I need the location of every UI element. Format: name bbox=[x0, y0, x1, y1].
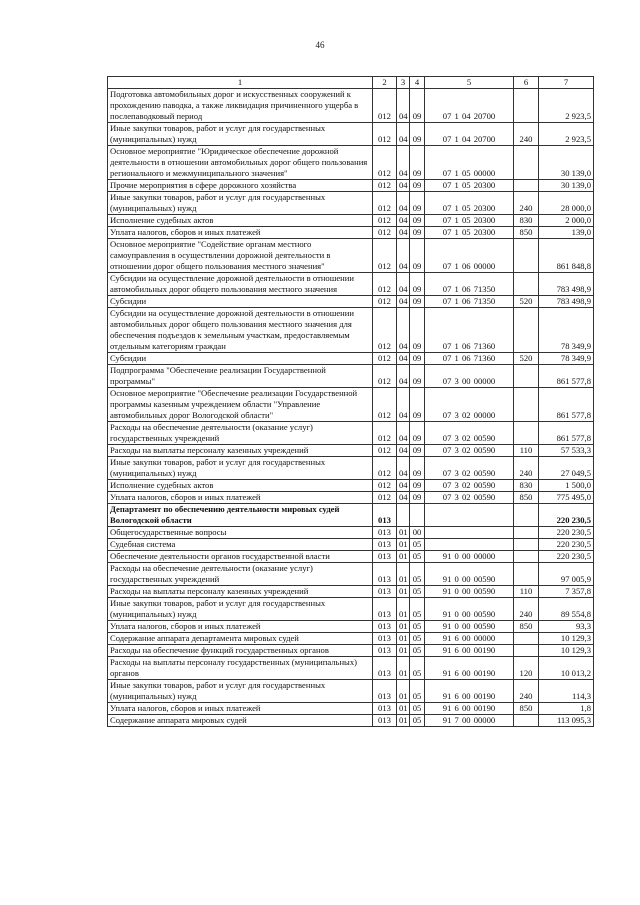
cell-target-code: 07 1 04 20700 bbox=[425, 123, 514, 146]
cell-section: 04 bbox=[397, 239, 410, 273]
cell-subsection: 09 bbox=[410, 180, 425, 192]
cell-amount: 78 349,9 bbox=[539, 308, 594, 353]
column-header-subsection: 4 bbox=[410, 77, 425, 89]
cell-subsection: 05 bbox=[410, 586, 425, 598]
cell-subsection: 05 bbox=[410, 621, 425, 633]
cell-admin-code: 012 bbox=[373, 480, 397, 492]
cell-amount: 78 349,9 bbox=[539, 353, 594, 365]
cell-expense-type bbox=[514, 504, 539, 527]
cell-admin-code: 012 bbox=[373, 89, 397, 123]
table-row bbox=[108, 215, 594, 227]
cell-name: Расходы на обеспечение функций государственных органов bbox=[108, 645, 373, 657]
table-row bbox=[108, 680, 594, 703]
cell-section: 01 bbox=[397, 645, 410, 657]
table-row bbox=[108, 527, 594, 539]
cell-admin-code: 013 bbox=[373, 633, 397, 645]
cell-amount: 861 577,8 bbox=[539, 365, 594, 388]
table-row bbox=[108, 445, 594, 457]
table-row bbox=[108, 504, 594, 527]
table-row bbox=[108, 598, 594, 621]
cell-name: Расходы на обеспечение деятельности (оказание услуг) государственных учреждений bbox=[108, 563, 373, 586]
cell-amount: 93,3 bbox=[539, 621, 594, 633]
cell-name: Содержание аппарата департамента мировых судей bbox=[108, 633, 373, 645]
cell-subsection: 05 bbox=[410, 715, 425, 727]
cell-amount: 220 230,5 bbox=[539, 551, 594, 563]
cell-section: 04 bbox=[397, 192, 410, 215]
cell-expense-type bbox=[514, 388, 539, 422]
cell-expense-type bbox=[514, 180, 539, 192]
cell-admin-code: 013 bbox=[373, 703, 397, 715]
table-row bbox=[108, 365, 594, 388]
cell-subsection: 05 bbox=[410, 598, 425, 621]
cell-subsection: 09 bbox=[410, 146, 425, 180]
table-row bbox=[108, 457, 594, 480]
table-row bbox=[108, 422, 594, 445]
cell-name: Обеспечение деятельности органов государственной власти bbox=[108, 551, 373, 563]
cell-section: 04 bbox=[397, 422, 410, 445]
cell-admin-code: 012 bbox=[373, 215, 397, 227]
cell-subsection: 05 bbox=[410, 633, 425, 645]
cell-section: 04 bbox=[397, 445, 410, 457]
cell-name: Содержание аппарата мировых судей bbox=[108, 715, 373, 727]
cell-target-code: 07 1 06 00000 bbox=[425, 239, 514, 273]
cell-admin-code: 012 bbox=[373, 445, 397, 457]
cell-section: 01 bbox=[397, 527, 410, 539]
cell-name: Субсидии bbox=[108, 296, 373, 308]
cell-target-code: 91 0 00 00590 bbox=[425, 598, 514, 621]
column-header-section: 3 bbox=[397, 77, 410, 89]
cell-expense-type bbox=[514, 239, 539, 273]
cell-amount: 27 049,5 bbox=[539, 457, 594, 480]
cell-target-code: 07 1 05 20300 bbox=[425, 180, 514, 192]
table-row bbox=[108, 273, 594, 296]
table-row bbox=[108, 703, 594, 715]
table-row bbox=[108, 586, 594, 598]
cell-section: 04 bbox=[397, 146, 410, 180]
cell-subsection: 09 bbox=[410, 480, 425, 492]
cell-section: 01 bbox=[397, 680, 410, 703]
cell-expense-type: 850 bbox=[514, 703, 539, 715]
cell-expense-type: 830 bbox=[514, 480, 539, 492]
cell-admin-code: 013 bbox=[373, 539, 397, 551]
cell-section: 01 bbox=[397, 563, 410, 586]
cell-name: Субсидии bbox=[108, 353, 373, 365]
cell-admin-code: 013 bbox=[373, 586, 397, 598]
cell-admin-code: 012 bbox=[373, 365, 397, 388]
cell-expense-type bbox=[514, 633, 539, 645]
cell-name: Подготовка автомобильных дорог и искусственных сооружений к прохождению паводка, а также ликвидация причиненного ущерба в послепаводковый период bbox=[108, 89, 373, 123]
cell-expense-type bbox=[514, 273, 539, 296]
cell-expense-type: 830 bbox=[514, 215, 539, 227]
table-row bbox=[108, 353, 594, 365]
cell-amount: 10 129,3 bbox=[539, 645, 594, 657]
cell-name: Основное мероприятие "Обеспечение реализации Государственной программы казенным учреждением области "Управление автомобильных дорог Вологодской области" bbox=[108, 388, 373, 422]
cell-section: 04 bbox=[397, 273, 410, 296]
cell-expense-type bbox=[514, 551, 539, 563]
cell-target-code: 07 3 02 00000 bbox=[425, 388, 514, 422]
cell-subsection: 05 bbox=[410, 657, 425, 680]
table-row bbox=[108, 308, 594, 353]
cell-name: Исполнение судебных актов bbox=[108, 480, 373, 492]
cell-name: Расходы на обеспечение деятельности (оказание услуг) государственных учреждений bbox=[108, 422, 373, 445]
cell-target-code: 07 1 05 20300 bbox=[425, 215, 514, 227]
cell-section: 04 bbox=[397, 227, 410, 239]
cell-section: 04 bbox=[397, 123, 410, 146]
cell-admin-code: 013 bbox=[373, 527, 397, 539]
table-row bbox=[108, 89, 594, 123]
cell-amount: 30 139,0 bbox=[539, 146, 594, 180]
cell-admin-code: 013 bbox=[373, 563, 397, 586]
column-header-type: 6 bbox=[514, 77, 539, 89]
cell-target-code: 07 1 05 20300 bbox=[425, 227, 514, 239]
cell-name: Уплата налогов, сборов и иных платежей bbox=[108, 621, 373, 633]
table-body bbox=[108, 89, 594, 727]
cell-subsection: 09 bbox=[410, 365, 425, 388]
cell-expense-type bbox=[514, 422, 539, 445]
cell-subsection: 09 bbox=[410, 227, 425, 239]
cell-expense-type: 110 bbox=[514, 586, 539, 598]
table-row bbox=[108, 539, 594, 551]
cell-subsection: 09 bbox=[410, 353, 425, 365]
cell-admin-code: 012 bbox=[373, 492, 397, 504]
cell-amount: 775 495,0 bbox=[539, 492, 594, 504]
cell-subsection: 09 bbox=[410, 239, 425, 273]
cell-name: Иные закупки товаров, работ и услуг для государственных (муниципальных) нужд bbox=[108, 192, 373, 215]
cell-amount: 30 139,0 bbox=[539, 180, 594, 192]
cell-subsection: 09 bbox=[410, 388, 425, 422]
cell-target-code: 91 0 00 00590 bbox=[425, 586, 514, 598]
cell-expense-type bbox=[514, 146, 539, 180]
cell-amount: 2 000,0 bbox=[539, 215, 594, 227]
cell-name: Субсидии на осуществление дорожной деятельности в отношении автомобильных дорог общего пользования местного значения bbox=[108, 273, 373, 296]
cell-subsection: 05 bbox=[410, 703, 425, 715]
cell-name: Иные закупки товаров, работ и услуг для государственных (муниципальных) нужд bbox=[108, 680, 373, 703]
cell-amount: 2 923,5 bbox=[539, 89, 594, 123]
cell-expense-type: 850 bbox=[514, 492, 539, 504]
cell-target-code: 07 1 05 20300 bbox=[425, 192, 514, 215]
cell-expense-type: 240 bbox=[514, 680, 539, 703]
table-header-row bbox=[108, 77, 594, 89]
cell-section: 01 bbox=[397, 551, 410, 563]
cell-section: 01 bbox=[397, 703, 410, 715]
cell-subsection: 05 bbox=[410, 563, 425, 586]
cell-target-code: 91 0 00 00590 bbox=[425, 621, 514, 633]
cell-admin-code: 012 bbox=[373, 308, 397, 353]
cell-target-code: 91 6 00 00190 bbox=[425, 703, 514, 715]
cell-name: Общегосударственные вопросы bbox=[108, 527, 373, 539]
cell-section: 04 bbox=[397, 480, 410, 492]
cell-amount: 220 230,5 bbox=[539, 539, 594, 551]
cell-amount: 861 577,8 bbox=[539, 422, 594, 445]
cell-admin-code: 012 bbox=[373, 273, 397, 296]
cell-name: Расходы на выплаты персоналу казенных учреждений bbox=[108, 586, 373, 598]
table-row bbox=[108, 239, 594, 273]
cell-admin-code: 012 bbox=[373, 422, 397, 445]
cell-admin-code: 012 bbox=[373, 388, 397, 422]
cell-target-code bbox=[425, 504, 514, 527]
cell-admin-code: 012 bbox=[373, 123, 397, 146]
cell-section: 04 bbox=[397, 457, 410, 480]
cell-amount: 1,8 bbox=[539, 703, 594, 715]
table-row bbox=[108, 227, 594, 239]
cell-section: 04 bbox=[397, 353, 410, 365]
cell-admin-code: 013 bbox=[373, 657, 397, 680]
cell-subsection: 09 bbox=[410, 123, 425, 146]
cell-amount: 783 498,9 bbox=[539, 273, 594, 296]
cell-expense-type: 240 bbox=[514, 457, 539, 480]
cell-subsection: 09 bbox=[410, 192, 425, 215]
cell-admin-code: 012 bbox=[373, 227, 397, 239]
cell-subsection: 09 bbox=[410, 273, 425, 296]
cell-target-code: 07 3 02 00590 bbox=[425, 457, 514, 480]
cell-admin-code: 012 bbox=[373, 239, 397, 273]
cell-section: 04 bbox=[397, 215, 410, 227]
cell-admin-code: 012 bbox=[373, 146, 397, 180]
table-row bbox=[108, 633, 594, 645]
cell-admin-code: 012 bbox=[373, 353, 397, 365]
cell-amount: 10 129,3 bbox=[539, 633, 594, 645]
cell-admin-code: 013 bbox=[373, 598, 397, 621]
cell-target-code: 07 1 04 20700 bbox=[425, 89, 514, 123]
cell-subsection: 09 bbox=[410, 215, 425, 227]
table-row bbox=[108, 146, 594, 180]
table-row bbox=[108, 563, 594, 586]
table-row bbox=[108, 551, 594, 563]
cell-name: Уплата налогов, сборов и иных платежей bbox=[108, 227, 373, 239]
cell-expense-type bbox=[514, 89, 539, 123]
cell-subsection: 05 bbox=[410, 645, 425, 657]
table-row bbox=[108, 388, 594, 422]
cell-expense-type: 520 bbox=[514, 353, 539, 365]
cell-name: Исполнение судебных актов bbox=[108, 215, 373, 227]
cell-admin-code: 013 bbox=[373, 621, 397, 633]
cell-amount: 139,0 bbox=[539, 227, 594, 239]
cell-section: 04 bbox=[397, 89, 410, 123]
cell-name: Уплата налогов, сборов и иных платежей bbox=[108, 703, 373, 715]
page-number: 46 bbox=[315, 40, 325, 50]
cell-amount: 10 013,2 bbox=[539, 657, 594, 680]
cell-subsection: 09 bbox=[410, 457, 425, 480]
cell-amount: 89 554,8 bbox=[539, 598, 594, 621]
cell-name: Основное мероприятие "Содействие органам местного самоуправления в осуществлении дорожной деятельности в отношении дорог общего пользования местного значения" bbox=[108, 239, 373, 273]
cell-section: 01 bbox=[397, 715, 410, 727]
table-row bbox=[108, 123, 594, 146]
cell-subsection: 00 bbox=[410, 527, 425, 539]
cell-amount: 114,3 bbox=[539, 680, 594, 703]
cell-section: 01 bbox=[397, 633, 410, 645]
budget-table bbox=[107, 76, 594, 727]
cell-target-code bbox=[425, 527, 514, 539]
cell-admin-code: 013 bbox=[373, 645, 397, 657]
cell-subsection: 09 bbox=[410, 422, 425, 445]
cell-name: Уплата налогов, сборов и иных платежей bbox=[108, 492, 373, 504]
cell-section: 04 bbox=[397, 308, 410, 353]
cell-admin-code: 013 bbox=[373, 551, 397, 563]
cell-name: Подпрограмма "Обеспечение реализации Государственной программы" bbox=[108, 365, 373, 388]
cell-subsection: 05 bbox=[410, 539, 425, 551]
cell-name: Основное мероприятие "Юридическое обеспечение дорожной деятельности в отношении автомобильных дорог общего пользования регионального и межмуниципального значения" bbox=[108, 146, 373, 180]
column-header-target: 5 bbox=[425, 77, 514, 89]
cell-admin-code: 013 bbox=[373, 504, 397, 527]
table-row bbox=[108, 657, 594, 680]
cell-expense-type bbox=[514, 645, 539, 657]
cell-target-code: 07 3 00 00000 bbox=[425, 365, 514, 388]
table-row bbox=[108, 480, 594, 492]
cell-section: 01 bbox=[397, 598, 410, 621]
cell-target-code: 91 6 00 00190 bbox=[425, 680, 514, 703]
cell-admin-code: 013 bbox=[373, 715, 397, 727]
cell-target-code: 91 7 00 00000 bbox=[425, 715, 514, 727]
cell-amount: 28 000,0 bbox=[539, 192, 594, 215]
table-row bbox=[108, 296, 594, 308]
cell-amount: 97 005,9 bbox=[539, 563, 594, 586]
cell-expense-type bbox=[514, 365, 539, 388]
cell-expense-type: 120 bbox=[514, 657, 539, 680]
cell-section: 01 bbox=[397, 621, 410, 633]
cell-expense-type: 240 bbox=[514, 598, 539, 621]
cell-section: 01 bbox=[397, 657, 410, 680]
cell-target-code: 07 1 05 00000 bbox=[425, 146, 514, 180]
cell-name: Иные закупки товаров, работ и услуг для государственных (муниципальных) нужд bbox=[108, 598, 373, 621]
cell-section: 04 bbox=[397, 365, 410, 388]
cell-expense-type bbox=[514, 527, 539, 539]
cell-admin-code: 012 bbox=[373, 296, 397, 308]
cell-subsection bbox=[410, 504, 425, 527]
cell-expense-type: 240 bbox=[514, 123, 539, 146]
table-row bbox=[108, 192, 594, 215]
cell-expense-type: 850 bbox=[514, 227, 539, 239]
cell-target-code: 07 1 06 71360 bbox=[425, 353, 514, 365]
cell-admin-code: 012 bbox=[373, 192, 397, 215]
cell-target-code: 07 3 02 00590 bbox=[425, 480, 514, 492]
cell-name: Иные закупки товаров, работ и услуг для государственных (муниципальных) нужд bbox=[108, 457, 373, 480]
cell-target-code: 07 3 02 00590 bbox=[425, 422, 514, 445]
column-header-admin: 2 bbox=[373, 77, 397, 89]
cell-subsection: 09 bbox=[410, 308, 425, 353]
table-row bbox=[108, 645, 594, 657]
cell-section: 01 bbox=[397, 539, 410, 551]
cell-amount: 7 357,8 bbox=[539, 586, 594, 598]
cell-target-code: 91 6 00 00190 bbox=[425, 657, 514, 680]
cell-target-code: 07 1 06 71350 bbox=[425, 296, 514, 308]
cell-section: 04 bbox=[397, 388, 410, 422]
cell-name: Департамент по обеспечению деятельности мировых судей Вологодской области bbox=[108, 504, 373, 527]
cell-target-code: 91 6 00 00190 bbox=[425, 645, 514, 657]
column-header-amount: 7 bbox=[539, 77, 594, 89]
cell-name: Прочие мероприятия в сфере дорожного хозяйства bbox=[108, 180, 373, 192]
cell-amount: 1 500,0 bbox=[539, 480, 594, 492]
cell-section: 04 bbox=[397, 180, 410, 192]
cell-section: 04 bbox=[397, 492, 410, 504]
column-header-name: 1 bbox=[108, 77, 373, 89]
cell-target-code: 91 0 00 00000 bbox=[425, 551, 514, 563]
cell-amount: 861 577,8 bbox=[539, 388, 594, 422]
cell-subsection: 05 bbox=[410, 551, 425, 563]
cell-target-code: 07 3 02 00590 bbox=[425, 492, 514, 504]
cell-subsection: 09 bbox=[410, 492, 425, 504]
cell-subsection: 09 bbox=[410, 445, 425, 457]
cell-amount: 57 533,3 bbox=[539, 445, 594, 457]
cell-amount: 220 230,5 bbox=[539, 504, 594, 527]
cell-section bbox=[397, 504, 410, 527]
cell-expense-type: 850 bbox=[514, 621, 539, 633]
cell-target-code: 07 3 02 00590 bbox=[425, 445, 514, 457]
cell-amount: 783 498,9 bbox=[539, 296, 594, 308]
cell-target-code bbox=[425, 539, 514, 551]
cell-subsection: 09 bbox=[410, 89, 425, 123]
cell-expense-type bbox=[514, 308, 539, 353]
cell-admin-code: 012 bbox=[373, 180, 397, 192]
cell-subsection: 05 bbox=[410, 680, 425, 703]
cell-section: 04 bbox=[397, 296, 410, 308]
cell-amount: 861 848,8 bbox=[539, 239, 594, 273]
table-row bbox=[108, 180, 594, 192]
cell-name: Расходы на выплаты персоналу государственных (муниципальных) органов bbox=[108, 657, 373, 680]
table-row bbox=[108, 621, 594, 633]
cell-name: Судебная система bbox=[108, 539, 373, 551]
cell-amount: 113 095,3 bbox=[539, 715, 594, 727]
cell-expense-type bbox=[514, 539, 539, 551]
cell-expense-type: 520 bbox=[514, 296, 539, 308]
cell-target-code: 91 0 00 00590 bbox=[425, 563, 514, 586]
cell-name: Иные закупки товаров, работ и услуг для государственных (муниципальных) нужд bbox=[108, 123, 373, 146]
cell-name: Субсидии на осуществление дорожной деятельности в отношении автомобильных дорог общего пользования местного значения для обеспечения подъездов к земельным участкам, предоставляемым отдельным категориям граждан bbox=[108, 308, 373, 353]
cell-expense-type: 110 bbox=[514, 445, 539, 457]
cell-target-code: 07 1 06 71360 bbox=[425, 308, 514, 353]
cell-name: Расходы на выплаты персоналу казенных учреждений bbox=[108, 445, 373, 457]
table-row bbox=[108, 715, 594, 727]
cell-target-code: 07 1 06 71350 bbox=[425, 273, 514, 296]
cell-expense-type: 240 bbox=[514, 192, 539, 215]
cell-subsection: 09 bbox=[410, 296, 425, 308]
cell-admin-code: 012 bbox=[373, 457, 397, 480]
cell-expense-type bbox=[514, 563, 539, 586]
cell-admin-code: 013 bbox=[373, 680, 397, 703]
cell-section: 01 bbox=[397, 586, 410, 598]
cell-target-code: 91 6 00 00000 bbox=[425, 633, 514, 645]
cell-amount: 220 230,5 bbox=[539, 527, 594, 539]
cell-expense-type bbox=[514, 715, 539, 727]
table-row bbox=[108, 492, 594, 504]
cell-amount: 2 923,5 bbox=[539, 123, 594, 146]
